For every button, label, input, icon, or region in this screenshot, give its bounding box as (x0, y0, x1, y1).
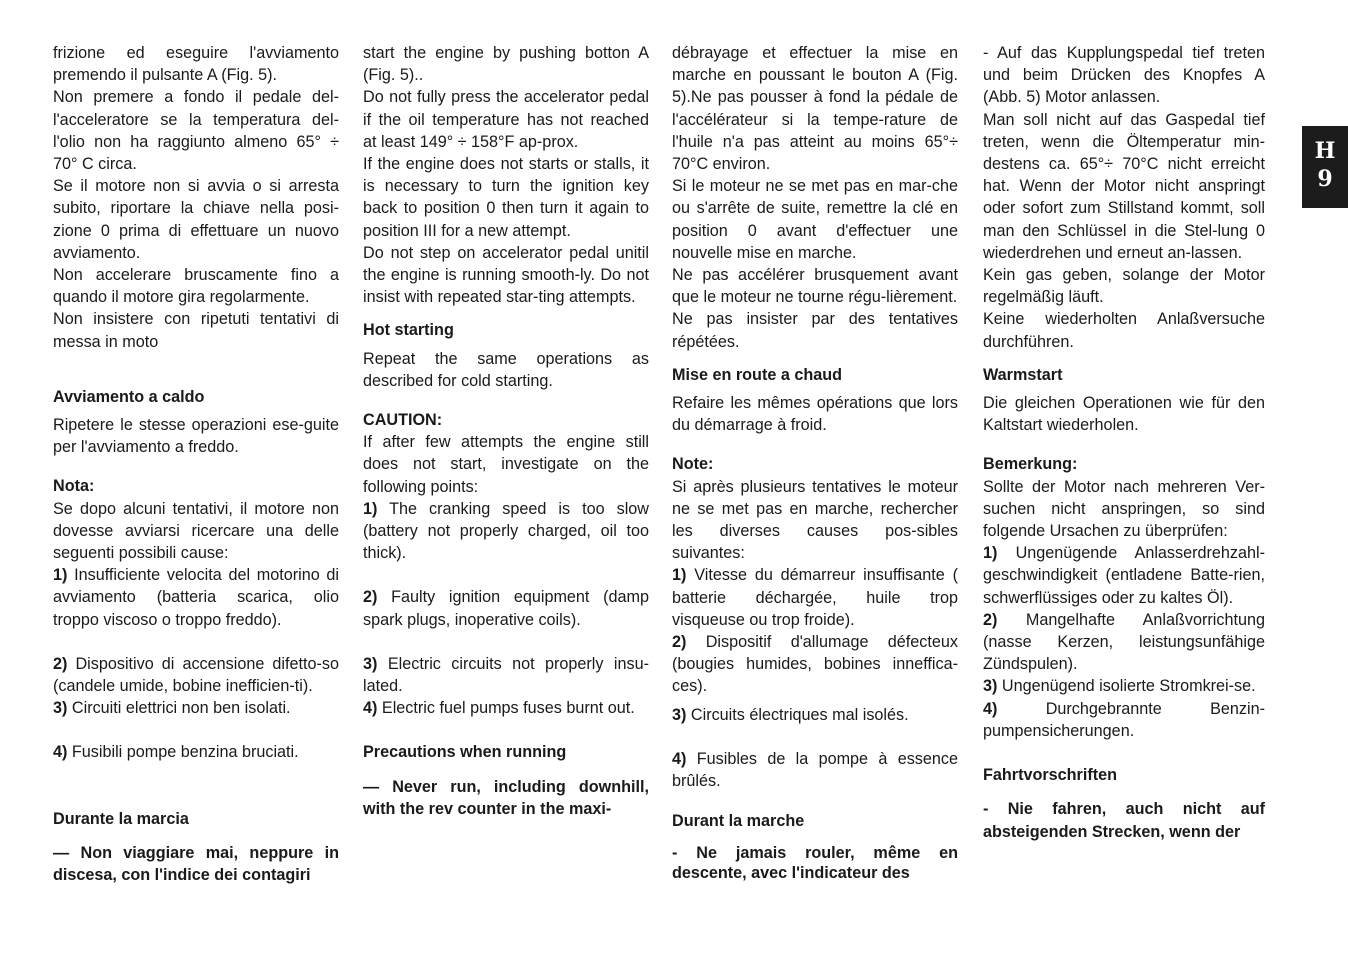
section-heading-hot-start: Hot starting (363, 321, 454, 340)
cause-1: 1) Insufficiente velocita del motorino di avviamento (batteria scarica, olio troppo viscoso o troppo freddo). (53, 566, 339, 629)
cause-2: 2) Mangelhafte Anlaßvorrichtung (nasse Kerzen, leistungsunfähige Zündspulen). (983, 610, 1265, 674)
hot-start-text: Ripetere le stesse operazioni ese-guite per l'avviamento a freddo. (53, 416, 339, 457)
section-heading-hot-start: Avviamento a caldo (53, 387, 205, 406)
intro-paragraph: débrayage et effectuer la mise en marche en poussant le bouton A (Fig. 5).Ne pas pousser à fond la pédale de l'accélérateur si la tempe-rature de l'huile n'a pas atteint au moins 65°÷ 70°C environ. (672, 44, 958, 174)
column-english (363, 42, 649, 820)
caution-heading: CAUTION: (363, 411, 443, 430)
note-heading: Note: (672, 455, 714, 474)
section-letter: H (1314, 138, 1336, 164)
section-tab (1302, 126, 1348, 208)
note-text: Sollte der Motor nach mehreren Ver-suchen nicht anspringen, so sind folgende Ursachen zu überprüfen: (983, 477, 1265, 541)
column-italian (53, 42, 339, 886)
note-heading: Nota: (53, 477, 95, 496)
intro-paragraph: Ne pas insister par des tentatives répétées. (672, 310, 958, 351)
intro-paragraph: Non insistere con ripetuti tentativi di messa in moto (53, 310, 339, 351)
section-heading-running: Durante la marcia (53, 809, 189, 828)
section-heading-running: Fahrtvorschriften (983, 766, 1118, 785)
hot-start-text: Die gleichen Operationen wie für den Kaltstart wiederholen. (983, 394, 1265, 435)
column-german (983, 42, 1265, 843)
cause-1: 1) Vitesse du démarreur insuffisante ( batterie déchargée, huile trop visqueuse ou trop froide). (672, 566, 958, 629)
intro-paragraph: Man soll nicht auf das Gaspedal tief treten, wenn die Öltemperatur min-destens ca. 65°÷ 70°C nicht erreicht hat. Wenn der Motor nicht anspringt oder sofort zum Stillstand kommt, soll man den Schlüssel in die Stel-lung 0 wiederdrehen und erneut an-lassen. (983, 110, 1265, 262)
intro-paragraph: - Auf das Kupplungspedal tief treten und beim Drücken des Knopfes A (Abb. 5) Motor anlassen. (983, 44, 1265, 107)
cause-3: 3) Circuiti elettrici non ben isolati. (53, 699, 291, 718)
note-text: If after few attempts the engine still does not start, investigate on the following points: (363, 433, 649, 496)
note-text: Si après plusieurs tentatives le moteur ne se met pas en marche, rechercher les diverses causes pos-sibles suivantes: (672, 477, 958, 563)
running-warning: — Never run, including downhill, with the rev counter in the maxi- (363, 777, 649, 818)
intro-paragraph: Si le moteur ne se met pas en mar-che ou s'arrête de suite, remettre la clé en position 0 avant d'effectuer une nouvelle mise en marche. (672, 177, 958, 262)
running-warning: — Non viaggiare mai, neppure in discesa, con l'indice dei contagiri (53, 843, 339, 885)
column-french (672, 42, 958, 883)
section-heading-hot-start: Mise en route a chaud (672, 365, 843, 384)
cause-4: 4) Durchgebrannte Benzin-pumpensicherungen. (983, 699, 1265, 740)
hot-start-text: Repeat the same operations as described for cold starting. (363, 349, 649, 390)
intro-paragraph: frizione ed eseguire l'avviamento premendo il pulsante A (Fig. 5). (53, 44, 339, 85)
intro-paragraph: Se il motore non si avvia o si arresta subito, riportare la chiave nella posi-zione 0 prima di effettuare un nuovo avviamento. (53, 177, 339, 262)
page-number: 9 (1317, 166, 1333, 192)
note-heading: Bemerkung: (983, 455, 1078, 474)
intro-paragraph: Keine wiederholten Anlaßversuche durchführen. (983, 310, 1265, 351)
cause-1: 1) The cranking speed is too slow (battery not properly charged, oil too thick). (363, 499, 649, 563)
intro-paragraph: If the engine does not starts or stalls, it is necessary to turn the ignition key back to position 0 then turn it again to position III for a new attempt. (363, 155, 649, 240)
cause-4: 4) Fusibili pompe benzina bruciati. (53, 743, 299, 762)
running-warning: - Nie fahren, auch nicht auf absteigenden Strecken, wenn der (983, 800, 1265, 841)
intro-paragraph: Kein gas geben, solange der Motor regelmäßig läuft. (983, 266, 1265, 307)
note-text: Se dopo alcuni tentativi, il motore non dovesse avviarsi ricercare una delle seguenti possibili cause: (53, 499, 339, 563)
intro-paragraph: Do not fully press the accelerator pedal if the oil temperature has not reached at least 149° ÷ 158°F ap-prox. (363, 88, 649, 151)
cause-2: 2) Dispositif d'allumage défecteux (bougies humides, bobines inneffica-ces). (672, 633, 958, 696)
cause-3: 3) Circuits électriques mal isolés. (672, 705, 909, 724)
cause-3: 3) Electric circuits not properly insu-lated. (363, 654, 649, 696)
hot-start-text: Refaire les mêmes opérations que lors du démarrage à froid. (672, 394, 958, 435)
intro-paragraph: Do not step on accelerator pedal unitil the engine is running smooth-ly. Do not insist with repeated star-ting attempts. (363, 243, 649, 307)
section-heading-running: Precautions when running (363, 743, 567, 762)
cause-4: 4) Electric fuel pumps fuses burnt out. (363, 699, 635, 718)
intro-paragraph: Non premere a fondo il pedale del-l'acceleratore se la temperatura del-l'olio non ha raggiunto almeno 65° ÷ 70° C circa. (53, 88, 339, 174)
cause-2: 2) Faulty ignition equipment (damp spark plugs, inoperative coils). (363, 588, 649, 629)
cause-2: 2) Dispositivo di accensione difetto-so (candele umide, bobine inefficien-ti). (53, 654, 339, 696)
intro-paragraph: start the engine by pushing botton A (Fig. 5).. (363, 44, 649, 85)
cause-4: 4) Fusibles de la pompe à essence brûlés. (672, 749, 958, 791)
cause-3: 3) Ungenügend isolierte Stromkrei-se. (983, 677, 1256, 696)
intro-paragraph: Ne pas accélérer brusquement avant que le moteur ne tourne régu-lièrement. (672, 266, 958, 307)
section-heading-running: Durant la marche (672, 812, 805, 831)
running-warning: - Ne jamais rouler, même en descente, avec l'indicateur des (672, 843, 958, 882)
intro-paragraph: Non accelerare bruscamente fino a quando il motore gira regolarmente. (53, 266, 339, 307)
section-heading-hot-start: Warmstart (983, 365, 1063, 384)
cause-1: 1) Ungenügende Anlasserdrehzahl-geschwindigkeit (entladene Batte-rien, schwerflüssiges oder zu kaltes Öl). (983, 544, 1265, 607)
